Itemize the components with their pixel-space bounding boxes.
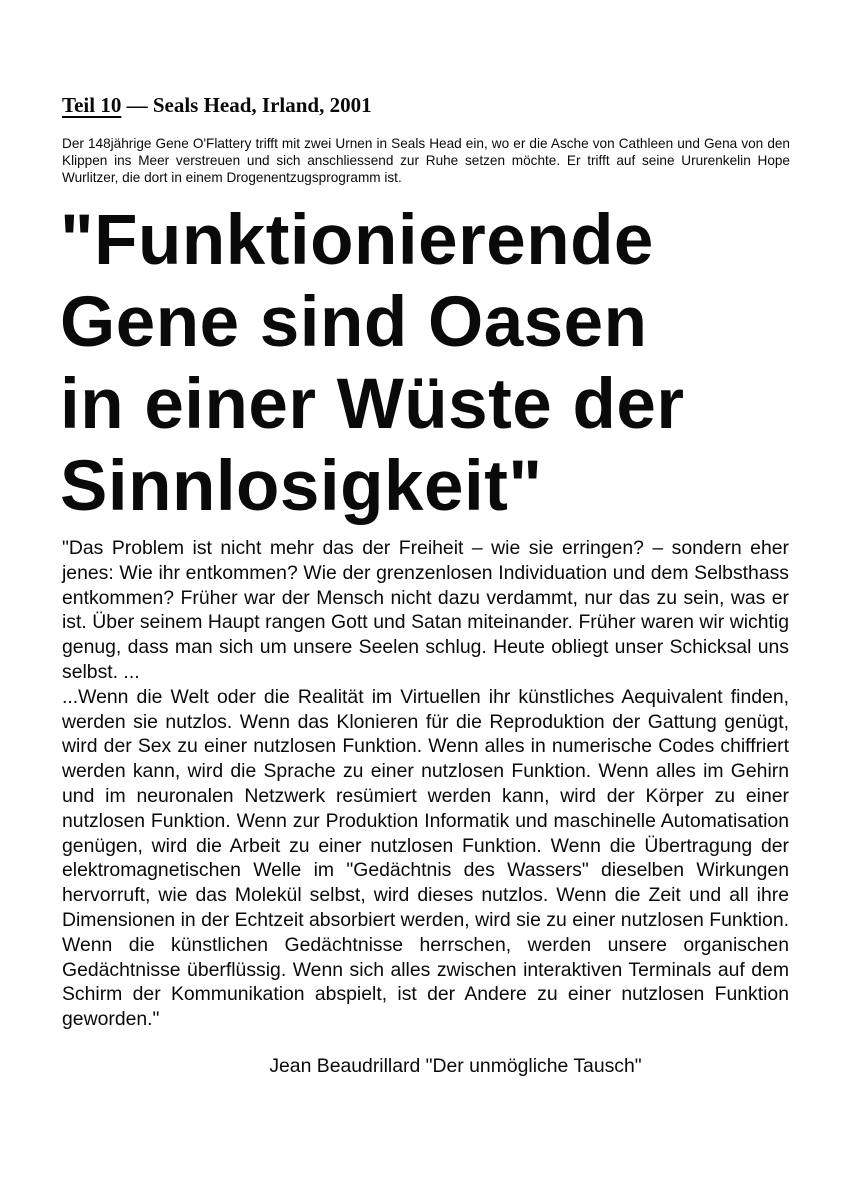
body-quote	[62, 536, 789, 1032]
quote-attribution	[62, 1054, 789, 1079]
headline-line: Sinnlosigkeit"	[60, 447, 543, 526]
headline-quote	[60, 200, 820, 528]
quote-paragraph-2: ...Wenn die Welt oder die Realität im Virtuellen ihr künstliches Aequivalent finden, werden sie nutzlos. Wenn das Klonieren für die Reproduktion der Gattung genügt, wird der Sex zu einer nutzlosen Funktion. Wenn alles in numerische Codes chiffriert werden kann, wird die Sprache zu einer nutzlosen Funktion. Wenn alles im Gehirn und im neuronalen Netzwerk resümiert werden kann, wird der Körper zu einer nutzlosen Funktion. Wenn zur Produktion Informatik und maschinelle Automatisation genügen, wird die Arbeit zu einer nutzlosen Funktion. Wenn die Übertragung der elektromagnetischen Welle im "Gedächtnis des Wassers" dieselben Wirkungen hervorruft, wie das Molekül selbst, wird dieses nutzlos. Wenn die Zeit und all ihre Dimensionen in der Echtzeit absorbiert werden, wird sie zu einer nutzlosen Funktion. Wenn die künstlichen Gedächtnisse herrschen, werden unsere organischen Gedächtnisse überflüssig. Wenn sich alles zwischen interaktiven Terminals auf dem Schirm der Kommunikation abspielt, ist der Andere zu einer nutzlosen Funktion geworden."	[62, 685, 789, 1031]
quote-paragraph-1: "Das Problem ist nicht mehr das der Freiheit – wie sie erringen? – sondern eher jenes: Wie ihr entkommen? Wie der grenzenlosen Individuation und dem Selbsthass entkommen? Früher war der Mensch nicht dazu verdammt, nur das zu sein, was er ist. Über seinem Haupt rangen Gott und Satan miteinander. Früher waren wir wichtig genug, dass man sich um unsere Seelen schlug. Heute obliegt unser Schicksal uns selbst. ...	[62, 537, 789, 683]
section-title-text: — Seals Head, Irland, 2001	[121, 93, 372, 117]
headline-line: in einer Wüste der	[60, 365, 685, 444]
section-heading	[62, 92, 372, 118]
attribution-text: Jean Beaudrillard "Der unmögliche Tausch"	[269, 1055, 642, 1077]
headline-line: Gene sind Oasen	[60, 283, 648, 362]
headline-line: "Funktionierende	[60, 201, 654, 280]
part-label: Teil 10	[62, 93, 122, 117]
chapter-summary: Der 148jährige Gene O'Flattery trifft mit zwei Urnen in Seals Head ein, wo er die Asche von Cathleen und Gena von den Klippen ins Meer verstreuen und sich anschliessend zur Ruhe setzen möchte. Er trifft auf seine Ururenkelin Hope Wurlitzer, die dort in einem Drogenentzugsprogramm ist.	[62, 136, 790, 185]
